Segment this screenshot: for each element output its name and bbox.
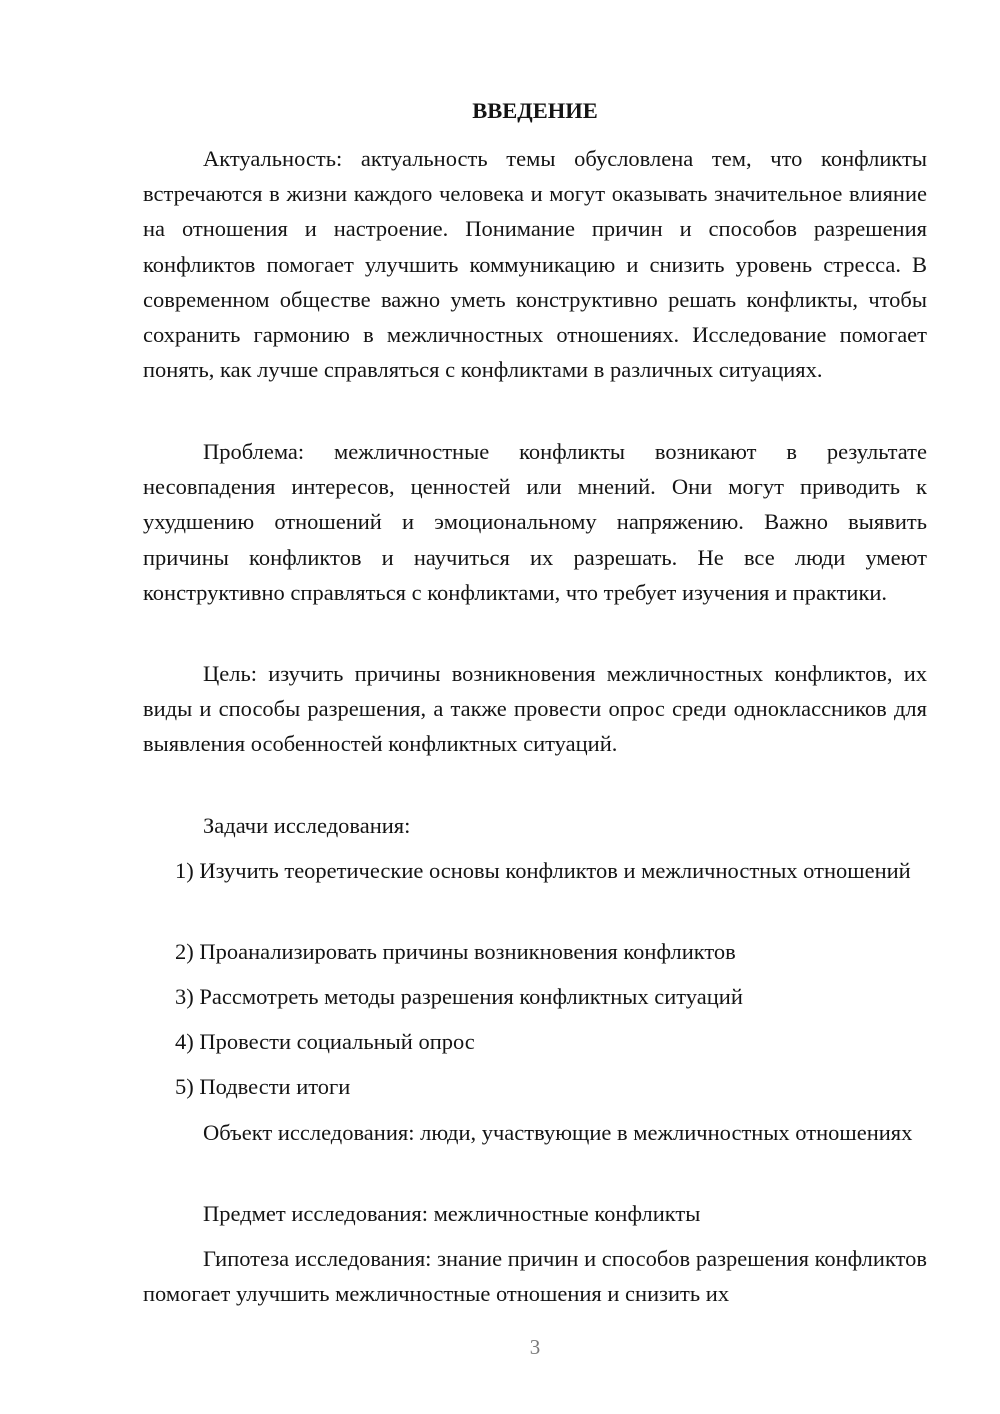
page-number: 3 [529,1335,541,1359]
paragraph-object: Объект исследования: люди, участвующие в межличностных отношениях [203,1120,913,1145]
task-item-4: 4) Провести социальный опрос [175,1029,475,1054]
paragraph-hypothesis: Гипотеза исследования: знание причин и способов разрешения конфликтов помогает улучшить межличностные отношения и снизить их [143,1246,927,1307]
paragraph-problem: Проблема: межличностные конфликты возникают в результате несовпадения интересов, ценностей или мнений. Они могут приводить к ухудшению отношений и эмоциональному напряжению. Важно выявить причины конфликтов и научиться их разрешать. Не все люди умеют конструктивно справляться с конфликтами, что требует изучения и практики. [143,439,927,605]
task-item-1: 1) Изучить теоретические основы конфликтов и межличностных отношений [175,858,911,883]
task-item-2: 2) Проанализировать причины возникновения конфликтов [175,939,736,964]
paragraph-relevance: Актуальность: актуальность темы обусловлена тем, что конфликты встречаются в жизни каждого человека и могут оказывать значительное влияние на отношения и настроение. Понимание причин и способов разрешения конфликтов помогает улучшить коммуникацию и снизить уровень стресса. В современном обществе важно уметь конструктивно решать конфликты, чтобы сохранить гармонию в межличностных отношениях. Исследование помогает понять, как лучше справляться с конфликтами в различных ситуациях. [143,146,927,383]
paragraph-tasks-intro: Задачи исследования: [203,813,411,838]
paragraph-goal: Цель: изучить причины возникновения межличностных конфликтов, их виды и способы разрешения, а также провести опрос среди одноклассников для выявления особенностей конфликтных ситуаций. [143,661,927,757]
paragraph-subject: Предмет исследования: межличностные конфликты [203,1201,701,1226]
task-item-5: 5) Подвести итоги [175,1074,351,1099]
section-heading: ВВЕДЕНИЕ [472,98,598,123]
task-item-3: 3) Рассмотреть методы разрешения конфликтных ситуаций [175,984,743,1009]
